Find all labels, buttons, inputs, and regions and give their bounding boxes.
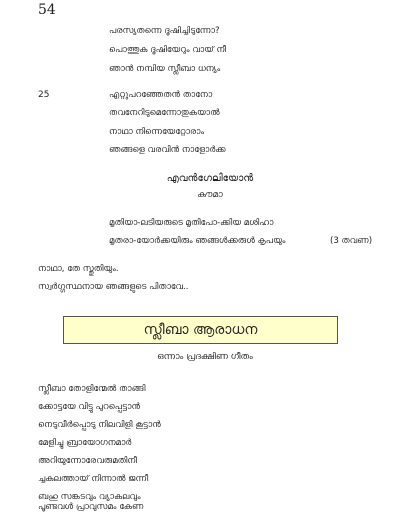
verse-line: തവനേറിടുമെന്നോതുകയാൽ	[109, 108, 220, 118]
hymn-line: മേളിച്ചു ബ്രായോഗനമാർ	[38, 438, 132, 448]
verse-line: ഞങ്ങളെ വരവിൻ നാളോർക്ക	[109, 145, 226, 155]
hymn-line: അറിയുന്നോരേവരുമതിനീ	[38, 456, 137, 466]
section-subheading: ഒന്നാം പ്രദക്ഷിണ ഗീതം	[157, 352, 253, 362]
page-number: 54	[38, 2, 56, 18]
gospel-heading: എവൻഗേലിയോൻ	[166, 173, 254, 184]
section-title: സ്ലീബാ ആരാധന	[143, 322, 258, 338]
verse-line: എറ്റുപറഞ്ഞേതൻ താനോ	[109, 90, 213, 100]
hymn-line: നെടുവീർപ്പൊടു നിലവിളി കൂട്ടാൻ	[38, 420, 161, 430]
verse-line: ഞാൻ നമ്പിയ സ്ലീബാ ധന്യം	[109, 64, 221, 74]
hymn-line: പൂണ്ടവൾ പ്രാവുസമം കേണ	[38, 502, 144, 512]
hymn-line: ക്കോട്ടയേ വിട്ടു പുറപ്പെട്ടാൻ	[38, 402, 140, 412]
section-title-box	[63, 316, 338, 344]
verse-line: പരസ്യതന്നെ ദൂഷിച്ചിടുന്നോ?	[109, 26, 220, 36]
verse-line: പൊത്തുക ദൂഷിയേറും വായ് നീ	[109, 45, 227, 55]
verse-line: നാഥാ നിന്നെയേറ്റോരാം	[109, 127, 205, 137]
repeat-note: (3 തവണ)	[330, 236, 373, 246]
gospel-subheading: കൗമാ	[197, 190, 223, 200]
response-line: മൃതിയാ-ലടിയരുടെ മൃതിപോ-ക്കിയ മശിഹാ	[109, 218, 274, 228]
prayer-line: നാഥാ, തേ സ്തുതിയും.	[38, 264, 119, 274]
response-line: മൃതരാ-യോർക്കയിരും ഞങ്ങൾക്കരുൾ കൃപയും	[109, 236, 286, 246]
hymn-line: ബഹു സങ്കടവും വ്യാകലവും	[38, 492, 141, 502]
hymn-line: ച്ചകലത്തായ് നിന്നാൽ ജന്നീ	[38, 474, 149, 484]
prayer-line: സ്വർഗ്ഗസ്ഥനായ ഞങ്ങളുടെ പിതാവേ..	[38, 282, 189, 292]
hymn-line: സ്ലീബാ തോളിന്മേൽ താങ്ങി	[38, 384, 146, 394]
verse-number: 25	[38, 90, 50, 100]
